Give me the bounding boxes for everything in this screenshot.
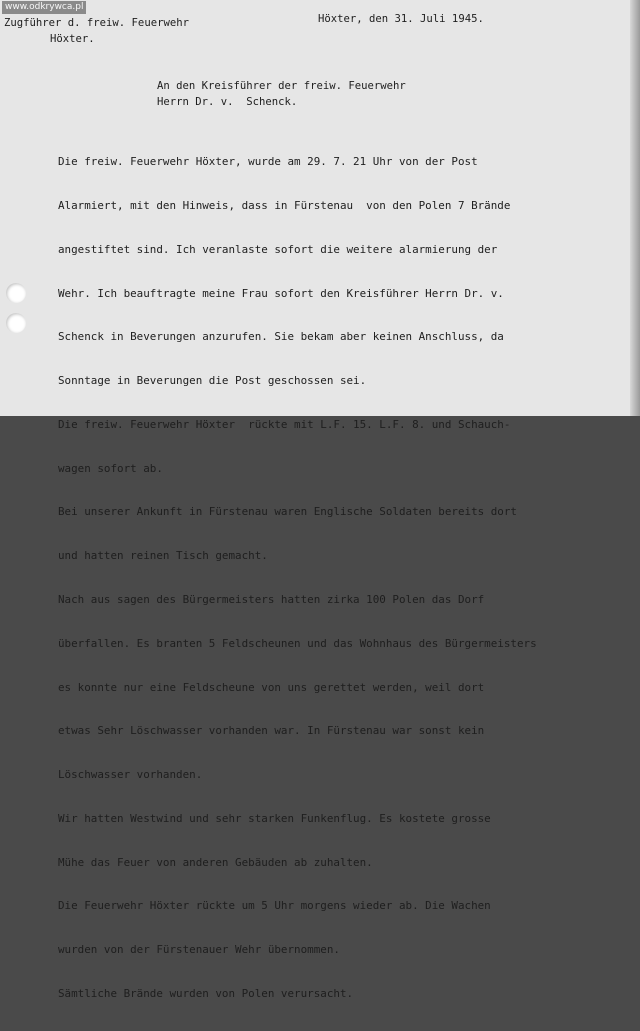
body-line: angestiftet sind. Ich veranlaste sofort die weitere alarmierung der	[58, 242, 498, 256]
sender-line-2: Höxter.	[50, 33, 95, 45]
body-line: Sämtliche Brände wurden von Polen verursacht.	[58, 987, 354, 1001]
body-line: Alarmiert, mit den Hinweis, dass in Fürstenau von den Polen 7 Brände	[58, 198, 511, 212]
body-line: Wir hatten Westwind und sehr starken Funkenflug. Es kostete grosse	[58, 811, 491, 825]
body-line: etwas Sehr Löschwasser vorhanden war. In Fürstenau war sonst kein	[58, 724, 485, 738]
body-line: Bei unserer Ankunft in Fürstenau waren Englische Soldaten bereits dort	[58, 505, 517, 519]
body-line: wagen sofort ab.	[58, 461, 163, 475]
body-line: Nach aus sagen des Bürgermeisters hatten zirka 100 Polen das Dorf	[58, 593, 485, 606]
punch-hole	[6, 313, 26, 333]
body-line: Wehr. Ich beauftragte meine Frau sofort den Kreisführer Herrn Dr. v.	[58, 286, 504, 300]
body-line: Die freiw. Feuerwehr Höxter, wurde am 29. 7. 21 Uhr von der Post	[58, 155, 478, 169]
body-line: Die freiw. Feuerwehr Höxter rückte mit L.F. 15. L.F. 8. und Schauch-	[58, 417, 511, 431]
punch-hole	[6, 283, 26, 303]
recipient-line-1: An den Kreisführer der freiw. Feuerwehr	[157, 80, 406, 92]
body-line: Die Feuerwehr Höxter rückte um 5 Uhr morgens wieder ab. Die Wachen	[58, 899, 491, 913]
sender-line-1: Zugführer d. freiw. Feuerwehr	[4, 17, 189, 29]
body-line: Mühe das Feuer von anderen Gebäuden ab zuhalten.	[58, 855, 373, 869]
body-line: Löschwasser vorhanden.	[58, 768, 203, 782]
letter-body	[58, 126, 537, 1031]
body-line: Sonntage in Beverungen die Post geschossen sei.	[58, 374, 367, 388]
body-line: Schenck in Beverungen anzurufen. Sie bekam aber keinen Anschluss, da	[58, 330, 504, 344]
body-line: überfallen. Es branten 5 Feldscheunen und das Wohnhaus des Bürgermeisters	[58, 636, 537, 650]
recipient-line-2: Herrn Dr. v. Schenck.	[157, 96, 298, 108]
watermark: www.odkrywca.pl	[2, 1, 86, 14]
body-line: es konnte nur eine Feldscheune von uns gerettet werden, weil dort	[58, 680, 485, 694]
body-line: wurden von der Fürstenauer Wehr übernommen.	[58, 943, 340, 957]
letter-date: Höxter, den 31. Juli 1945.	[318, 13, 484, 25]
body-line: und hatten reinen Tisch gemacht.	[58, 549, 268, 563]
